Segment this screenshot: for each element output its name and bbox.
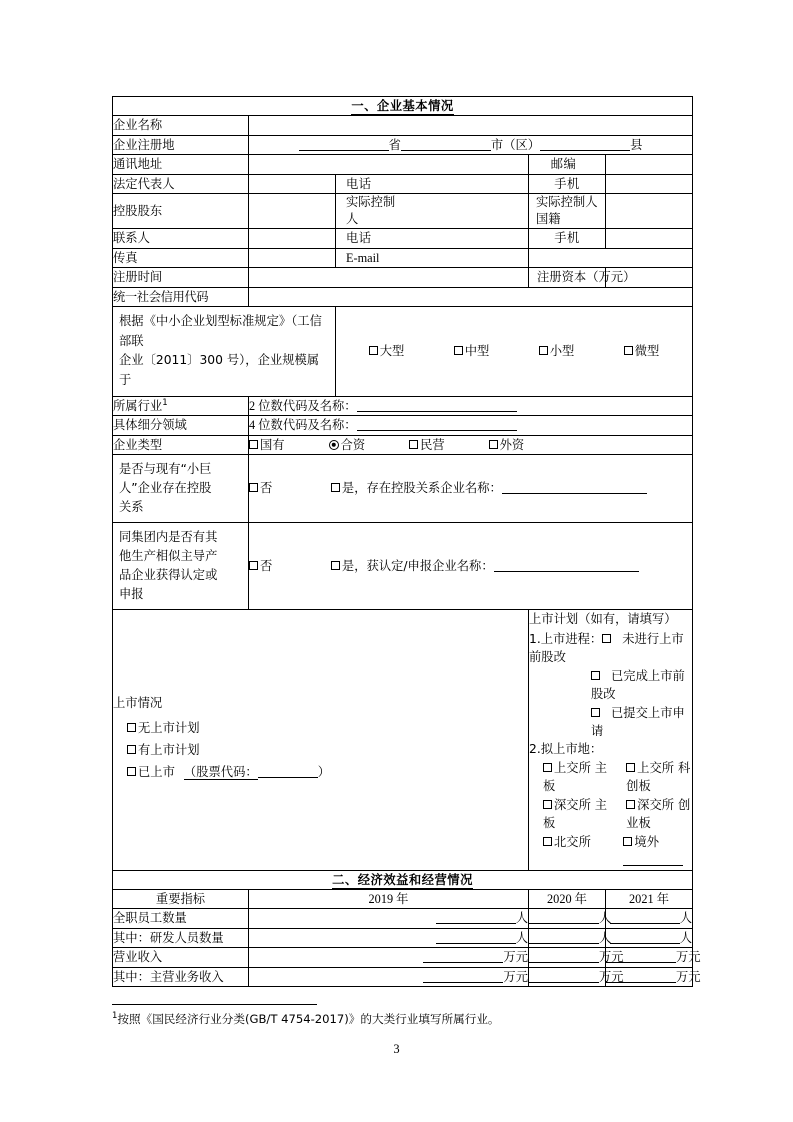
blank-industry[interactable]	[357, 398, 517, 411]
same-group-option-no-label: 否	[260, 559, 273, 574]
unit: 万元	[676, 969, 701, 984]
metrics-col-2019: 2019 年	[249, 889, 529, 908]
footnote	[112, 1010, 692, 1028]
unit-county: 县	[630, 137, 643, 152]
scale-option-medium-label: 中型	[464, 344, 490, 359]
listing-status-block	[113, 610, 529, 870]
input-controlling-shareholder[interactable]	[249, 194, 336, 229]
metric-main-revenue-2019[interactable]	[249, 967, 529, 986]
metric-revenue-2019[interactable]	[249, 948, 529, 967]
same-group-option-yes[interactable]	[331, 557, 639, 575]
blank-value[interactable]	[610, 911, 680, 924]
table-row	[113, 948, 693, 967]
scale-label-line2: 企业〔2011〕300 号），企业规模属于	[119, 353, 320, 387]
type-option-state-owned-label: 国有	[260, 437, 285, 452]
table-row	[113, 928, 693, 947]
checkbox-icon[interactable]	[543, 800, 552, 809]
venue-option-bse[interactable]	[543, 833, 623, 870]
row-enterprise-type	[113, 435, 693, 454]
checkbox-icon[interactable]	[623, 837, 632, 846]
same-group-option-yes-label: 是，获认定/申报企业名称：	[341, 559, 494, 574]
input-company-name[interactable]	[249, 116, 693, 135]
checkbox-icon[interactable]	[626, 800, 635, 809]
checkbox-icon[interactable]	[369, 346, 378, 355]
input-industry[interactable]	[249, 396, 693, 416]
same-group-line1: 同集团内是否有其	[119, 530, 218, 545]
venue-option-sse-main-label: 上交所 主 板	[543, 760, 620, 794]
input-subdivision[interactable]	[249, 416, 693, 435]
row-same-group	[113, 523, 693, 610]
metric-main-revenue-2021[interactable]	[606, 967, 701, 986]
label-contact-mobile	[529, 229, 606, 248]
label-mailing-address: 通讯地址	[113, 155, 249, 174]
industry-prefix: 2 位数代码及名称：	[249, 398, 357, 413]
type-option-private[interactable]	[409, 436, 445, 454]
row-contact-person	[113, 229, 693, 248]
checkbox-icon[interactable]	[249, 561, 258, 570]
checkbox-icon[interactable]	[331, 483, 340, 492]
listing-option-has-plan[interactable]	[127, 741, 528, 759]
unit: 人	[679, 930, 693, 945]
row-legal-representative	[113, 174, 693, 193]
label-registration-time: 注册时间	[113, 268, 249, 287]
listing-progress-row-2	[591, 667, 692, 704]
checkbox-icon[interactable]	[249, 440, 258, 449]
blank-value[interactable]	[529, 911, 599, 924]
blank-value[interactable]	[423, 969, 503, 982]
row-registration-place	[113, 135, 693, 154]
label-actual-controller	[336, 194, 529, 229]
metrics-header-row	[113, 889, 693, 908]
venue-option-sse-star-label: 上交所 科创板	[626, 760, 691, 794]
checkbox-icon[interactable]	[127, 767, 136, 776]
checkbox-icon[interactable]	[489, 440, 498, 449]
metric-rd-staff-2019[interactable]	[249, 928, 529, 947]
scale-option-large-label: 大型	[379, 344, 405, 359]
blank-value[interactable]	[436, 931, 516, 944]
row-company-name	[113, 116, 693, 135]
section-2-heading-text: 二、经济效益和经营情况	[332, 872, 473, 887]
metrics-col-2020: 2020 年	[529, 889, 606, 908]
blank-value[interactable]	[436, 911, 516, 924]
label-enterprise-type: 企业类型	[113, 435, 249, 454]
input-controller-nationality[interactable]	[606, 194, 693, 229]
metric-rd-staff-2021[interactable]	[606, 928, 693, 947]
blank-value[interactable]	[529, 950, 599, 963]
enterprise-type-options	[249, 435, 693, 454]
input-legal-representative[interactable]	[249, 174, 336, 193]
subdivision-prefix: 4 位数代码及名称：	[249, 418, 357, 433]
venue-option-szse-main-label: 深交所 主 板	[543, 797, 620, 831]
scale-option-micro[interactable]	[624, 342, 660, 360]
row-industry	[113, 396, 693, 416]
label-same-group	[113, 523, 249, 610]
input-legal-rep-mobile[interactable]	[606, 174, 693, 193]
metric-rd-staff-2020[interactable]	[529, 928, 612, 947]
blank-value[interactable]	[606, 969, 676, 982]
row-mailing-address	[113, 155, 693, 174]
checkbox-icon[interactable]	[127, 745, 136, 754]
section-1-heading-row	[113, 97, 693, 116]
metric-main-revenue-2020[interactable]	[529, 967, 624, 986]
listing-option-no-plan[interactable]	[127, 719, 528, 737]
input-mailing-address[interactable]	[249, 155, 529, 174]
unit: 万元	[503, 950, 528, 965]
blank-county[interactable]	[540, 138, 630, 151]
enterprise-scale-options	[336, 306, 693, 396]
blank-province[interactable]	[299, 138, 389, 151]
little-giant-options	[249, 455, 693, 523]
scale-label-line1: 根据《中小企业划型标准规定》（工信部联	[119, 313, 322, 348]
type-option-private-label: 民营	[420, 437, 445, 452]
label-controller-nationality	[529, 194, 606, 229]
section-1-heading-text: 一、企业基本情况	[351, 99, 454, 113]
listing-progress-option-3[interactable]: 已提交上市申请	[591, 705, 685, 739]
same-group-line2: 他生产相似主导产	[119, 549, 218, 564]
metric-fulltime-2021[interactable]	[606, 909, 693, 928]
unit: 万元	[599, 950, 624, 965]
checkbox-icon[interactable]	[543, 837, 552, 846]
label-contact-phone-text: 电话	[346, 231, 372, 246]
row-little-giant	[113, 455, 693, 523]
blank-overseas[interactable]	[623, 853, 683, 866]
type-option-joint-venture-label: 合资	[340, 437, 366, 452]
checkbox-icon[interactable]	[543, 763, 552, 772]
stock-code-prefix: （股票代码：	[183, 765, 258, 780]
page-number: 3	[393, 1042, 400, 1056]
input-registration-place[interactable]	[249, 135, 693, 154]
same-group-line4: 申报	[119, 587, 144, 602]
row-fax-email	[113, 248, 693, 267]
listing-progress-label: 1.上市进程：	[529, 631, 603, 646]
checkbox-icon[interactable]	[539, 346, 548, 355]
checkbox-icon[interactable]	[624, 346, 633, 355]
label-legal-rep-mobile-text: 手机	[554, 176, 580, 191]
input-registration-time[interactable]	[249, 268, 529, 287]
label-industry-text: 所属行业	[113, 398, 163, 413]
input-postcode[interactable]	[606, 155, 693, 174]
input-contact-person[interactable]	[249, 229, 336, 248]
unit: 万元	[676, 950, 701, 965]
label-postcode	[529, 155, 606, 174]
little-giant-option-no[interactable]	[249, 479, 327, 497]
row-subdivision	[113, 416, 693, 435]
listing-option-listed-label: 已上市	[138, 765, 175, 780]
little-giant-line3: 关系	[119, 500, 144, 515]
table-row	[113, 909, 693, 928]
label-registered-capital: 注册资本（万元）	[529, 268, 606, 287]
metric-label-rd-staff: 其中：研发人员数量	[113, 928, 249, 947]
blank-little-giant-company[interactable]	[502, 481, 647, 494]
little-giant-line2: 人”企业存在控股	[119, 481, 212, 496]
checkbox-icon[interactable]	[331, 561, 340, 570]
metric-revenue-2021[interactable]	[606, 948, 701, 967]
same-group-line3: 品企业获得认定或	[119, 568, 218, 583]
label-controller-nationality-text: 实际控制人国籍	[536, 195, 598, 226]
unit: 人	[515, 930, 528, 945]
little-giant-option-no-label: 否	[260, 481, 273, 496]
table-row	[113, 967, 693, 986]
unit: 万元	[503, 969, 528, 984]
metric-revenue-2020[interactable]	[529, 948, 624, 967]
footnote-text: 按照《国民经济行业分类(GB/T 4754-2017)》的大类行业填写所属行业。	[117, 1011, 500, 1026]
footnote-marker: 1	[162, 397, 168, 408]
label-legal-rep-phone	[336, 174, 529, 193]
blank-value[interactable]	[606, 950, 676, 963]
label-controlling-shareholder: 控股股东	[113, 194, 249, 229]
checkbox-icon[interactable]	[626, 763, 635, 772]
listing-plan-title: 上市计划（如有，请填写）	[529, 612, 677, 627]
label-subdivision: 具体细分领域	[113, 416, 249, 435]
row-enterprise-scale	[113, 306, 693, 396]
listing-progress-row-1	[529, 630, 692, 667]
listing-progress-option-2[interactable]: 已完成上市前股改	[591, 668, 685, 702]
blank-value[interactable]	[529, 969, 599, 982]
label-email: E-mail	[336, 248, 529, 267]
checkbox-icon[interactable]	[409, 440, 418, 449]
checkbox-icon[interactable]	[602, 634, 611, 643]
label-social-credit-code: 统一社会信用代码	[113, 287, 249, 306]
label-legal-representative: 法定代表人	[113, 174, 249, 193]
footnote-divider	[112, 1004, 317, 1005]
row-controlling-shareholder	[113, 194, 693, 229]
input-fax[interactable]	[249, 248, 336, 267]
venue-option-bse-label: 北交所	[554, 834, 591, 849]
venue-option-szse-chinext[interactable]	[626, 796, 692, 833]
label-registration-place: 企业注册地	[113, 135, 249, 154]
scale-option-small-label: 小型	[549, 344, 575, 359]
listing-status-title: 上市情况	[113, 696, 163, 711]
scale-option-micro-label: 微型	[634, 344, 660, 359]
metric-fulltime-2020[interactable]	[529, 909, 612, 928]
label-little-giant	[113, 455, 249, 523]
same-group-option-no[interactable]	[249, 557, 327, 575]
section-2-heading-row	[113, 870, 693, 889]
blank-city[interactable]	[401, 138, 491, 151]
label-legal-rep-phone-text: 电话	[346, 176, 372, 191]
footnote-number: 1	[112, 1011, 118, 1021]
label-industry	[113, 396, 249, 416]
label-actual-controller-text: 实际控制人	[346, 195, 396, 226]
unit: 人	[599, 930, 612, 945]
listing-venue-options	[543, 759, 692, 870]
section-1-heading	[113, 97, 693, 116]
label-contact-person: 联系人	[113, 229, 249, 248]
label-contact-phone	[336, 229, 529, 248]
scale-option-large[interactable]	[369, 342, 405, 360]
label-legal-rep-mobile	[529, 174, 606, 193]
blank-subdivision[interactable]	[357, 418, 517, 431]
row-registration-capital	[113, 268, 693, 287]
label-company-name: 企业名称	[113, 116, 249, 135]
blank-stock-code[interactable]	[258, 765, 318, 778]
venue-option-szse-main[interactable]	[543, 796, 626, 833]
row-social-credit-code	[113, 287, 693, 306]
input-email[interactable]	[529, 248, 693, 267]
metric-label-fulltime: 全职员工数量	[113, 909, 249, 928]
unit-city: 市（区）	[490, 137, 541, 152]
label-contact-mobile-text: 手机	[554, 231, 580, 246]
checkbox-icon[interactable]	[127, 723, 136, 732]
same-group-options	[249, 523, 693, 610]
venue-option-overseas-label: 境外	[634, 834, 660, 849]
venue-option-szse-chinext-label: 深交所 创业板	[626, 797, 691, 831]
unit: 人	[515, 911, 528, 926]
metric-label-main-revenue: 其中：主营业务收入	[113, 967, 249, 986]
metric-fulltime-2019[interactable]	[249, 909, 529, 928]
type-option-foreign[interactable]	[489, 436, 525, 454]
checkbox-icon[interactable]	[591, 671, 600, 680]
checkbox-icon[interactable]	[591, 708, 600, 717]
blank-value[interactable]	[423, 950, 503, 963]
radio-selected-icon[interactable]	[329, 440, 339, 450]
metric-label-revenue: 营业收入	[113, 948, 249, 967]
listing-option-no-plan-label: 无上市计划	[138, 720, 200, 735]
venue-option-sse-star[interactable]	[626, 759, 692, 796]
listing-plan-block	[529, 610, 693, 870]
scale-option-small[interactable]	[539, 342, 575, 360]
type-option-foreign-label: 外资	[499, 437, 525, 452]
scale-option-medium[interactable]	[454, 342, 490, 360]
metrics-col-2021: 2021 年	[606, 889, 693, 908]
stock-code-suffix: ）	[317, 765, 331, 780]
type-option-state-owned[interactable]	[249, 436, 285, 454]
little-giant-line1: 是否与现有“小巨	[119, 462, 212, 477]
listing-venue-label: 2.拟上市地：	[529, 742, 603, 757]
venue-option-sse-main[interactable]	[543, 759, 626, 796]
row-listing	[113, 610, 693, 870]
section-2-heading	[113, 870, 693, 889]
label-fax: 传真	[113, 248, 249, 267]
application-form-table	[112, 96, 701, 987]
blank-value[interactable]	[610, 931, 680, 944]
listing-option-has-plan-label: 有上市计划	[138, 742, 200, 757]
input-social-credit-code[interactable]	[249, 287, 693, 306]
little-giant-option-yes-label: 是，存在控股关系企业名称：	[341, 481, 502, 496]
input-contact-mobile[interactable]	[606, 229, 693, 248]
metrics-col-indicator: 重要指标	[113, 889, 249, 908]
checkbox-icon[interactable]	[249, 483, 258, 492]
venue-option-overseas[interactable]	[623, 833, 692, 870]
listing-progress-row-3	[591, 704, 692, 741]
label-enterprise-scale	[113, 306, 336, 396]
unit: 万元	[599, 969, 624, 984]
label-postcode-text: 邮编	[550, 157, 577, 172]
blank-value[interactable]	[529, 931, 599, 944]
checkbox-icon[interactable]	[454, 346, 463, 355]
unit-province: 省	[388, 137, 401, 152]
listing-option-listed[interactable]	[127, 763, 528, 781]
type-option-joint-venture[interactable]	[329, 436, 366, 454]
listing-progress-option-1[interactable]: 未进行上市前股改	[529, 631, 684, 665]
little-giant-option-yes[interactable]	[331, 479, 647, 497]
unit: 人	[679, 911, 693, 926]
blank-same-group-company[interactable]	[494, 559, 639, 572]
unit: 人	[599, 911, 612, 926]
